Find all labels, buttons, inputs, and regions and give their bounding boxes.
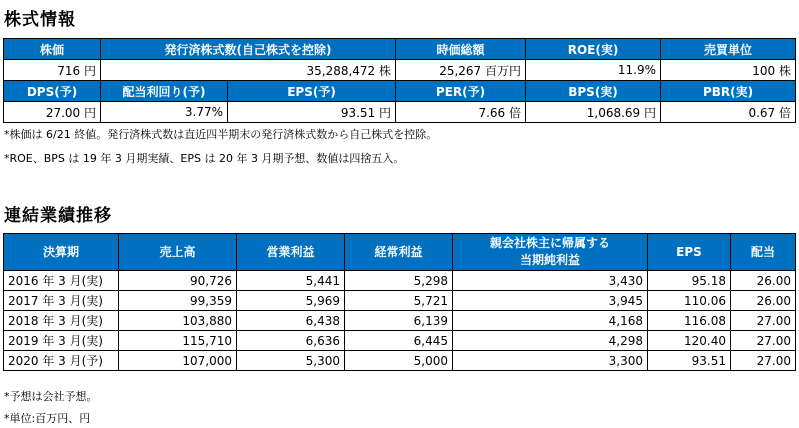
stock-info-table [3,38,796,123]
stock-header-row [4,39,796,60]
metrics-value-row [4,102,796,123]
header-trading-unit: 売買単位 [661,39,796,60]
cell-eps: 95.18 [648,271,731,291]
value-roe: 11.9% [526,60,661,81]
cell-sales: 90,726 [119,271,237,291]
cell-sales: 99,359 [119,291,237,311]
cell-dividend: 27.00 [731,311,796,331]
cell-dividend: 26.00 [731,271,796,291]
cell-net-income: 4,168 [453,311,648,331]
results-table [3,233,796,371]
header-eps: EPS(予) [228,81,396,102]
table-row [4,351,796,371]
results-note-2: *単位:百万円、円 [4,412,91,425]
header-net-income [453,234,648,271]
cell-operating-profit: 5,441 [237,271,345,291]
cell-dividend: 27.00 [731,331,796,351]
header-stock-price: 株価 [4,39,101,60]
cell-eps: 116.08 [648,311,731,331]
header-fiscal-period: 決算期 [4,234,119,271]
cell-dividend: 26.00 [731,291,796,311]
table-row [4,291,796,311]
header-roe: ROE(実) [526,39,661,60]
value-dps: 27.00 円 [4,102,101,123]
cell-fiscal-period: 2016 年 3 月(実) [4,271,119,291]
cell-ordinary-profit: 5,298 [345,271,453,291]
cell-net-income: 3,945 [453,291,648,311]
cell-net-income: 4,298 [453,331,648,351]
cell-ordinary-profit: 6,445 [345,331,453,351]
value-dividend-yield: 3.77% [101,102,228,123]
value-trading-unit: 100 株 [661,60,796,81]
cell-fiscal-period: 2018 年 3 月(実) [4,311,119,331]
header-operating-profit: 営業利益 [237,234,345,271]
cell-fiscal-period: 2019 年 3 月(実) [4,331,119,351]
header-net-income-line1: 親会社株主に帰属する [489,236,610,250]
cell-net-income: 3,300 [453,351,648,371]
cell-operating-profit: 6,636 [237,331,345,351]
cell-sales: 103,880 [119,311,237,331]
value-shares-outstanding: 35,288,472 株 [101,60,396,81]
header-dps: DPS(予) [4,81,101,102]
cell-dividend: 27.00 [731,351,796,371]
cell-eps: 110.06 [648,291,731,311]
value-per: 7.66 倍 [396,102,526,123]
cell-ordinary-profit: 5,721 [345,291,453,311]
header-dividend: 配当 [731,234,796,271]
results-header-row [4,234,796,271]
table-row [4,331,796,351]
header-shares-outstanding: 発行済株式数(自己株式を控除) [101,39,396,60]
results-title: 連結業績推移 [4,206,112,226]
value-market-cap: 25,267 百万円 [396,60,526,81]
header-sales: 売上高 [119,234,237,271]
cell-net-income: 3,430 [453,271,648,291]
stock-note-1: *株価は 6/21 終値。発行済株式数は直近四半期末の発行済株式数から自己株式を控除。 [4,128,438,141]
value-bps: 1,068.69 円 [526,102,661,123]
stock-note-2: *ROE、BPS は 19 年 3 月期実績、EPS は 20 年 3 月期予想、数値は四捨五入。 [4,152,405,165]
value-pbr: 0.67 倍 [661,102,796,123]
cell-operating-profit: 6,438 [237,311,345,331]
header-pbr: PBR(実) [661,81,796,102]
table-row [4,311,796,331]
header-bps: BPS(実) [526,81,661,102]
cell-sales: 107,000 [119,351,237,371]
cell-eps: 120.40 [648,331,731,351]
header-dividend-yield: 配当利回り(予) [101,81,228,102]
metrics-header-row [4,81,796,102]
results-note-1: *予想は会社予想。 [4,390,98,403]
cell-ordinary-profit: 6,139 [345,311,453,331]
header-ordinary-profit: 経常利益 [345,234,453,271]
cell-fiscal-period: 2020 年 3 月(予) [4,351,119,371]
results-body [4,271,796,371]
header-per: PER(予) [396,81,526,102]
header-results-eps: EPS [648,234,731,271]
stock-value-row [4,60,796,81]
header-net-income-line2: 当期純利益 [519,253,580,267]
table-row [4,271,796,291]
cell-ordinary-profit: 5,000 [345,351,453,371]
value-eps: 93.51 円 [228,102,396,123]
cell-operating-profit: 5,969 [237,291,345,311]
stock-info-title: 株式情報 [4,10,76,30]
cell-eps: 93.51 [648,351,731,371]
header-market-cap: 時価総額 [396,39,526,60]
cell-sales: 115,710 [119,331,237,351]
value-stock-price: 716 円 [4,60,101,81]
cell-fiscal-period: 2017 年 3 月(実) [4,291,119,311]
cell-operating-profit: 5,300 [237,351,345,371]
